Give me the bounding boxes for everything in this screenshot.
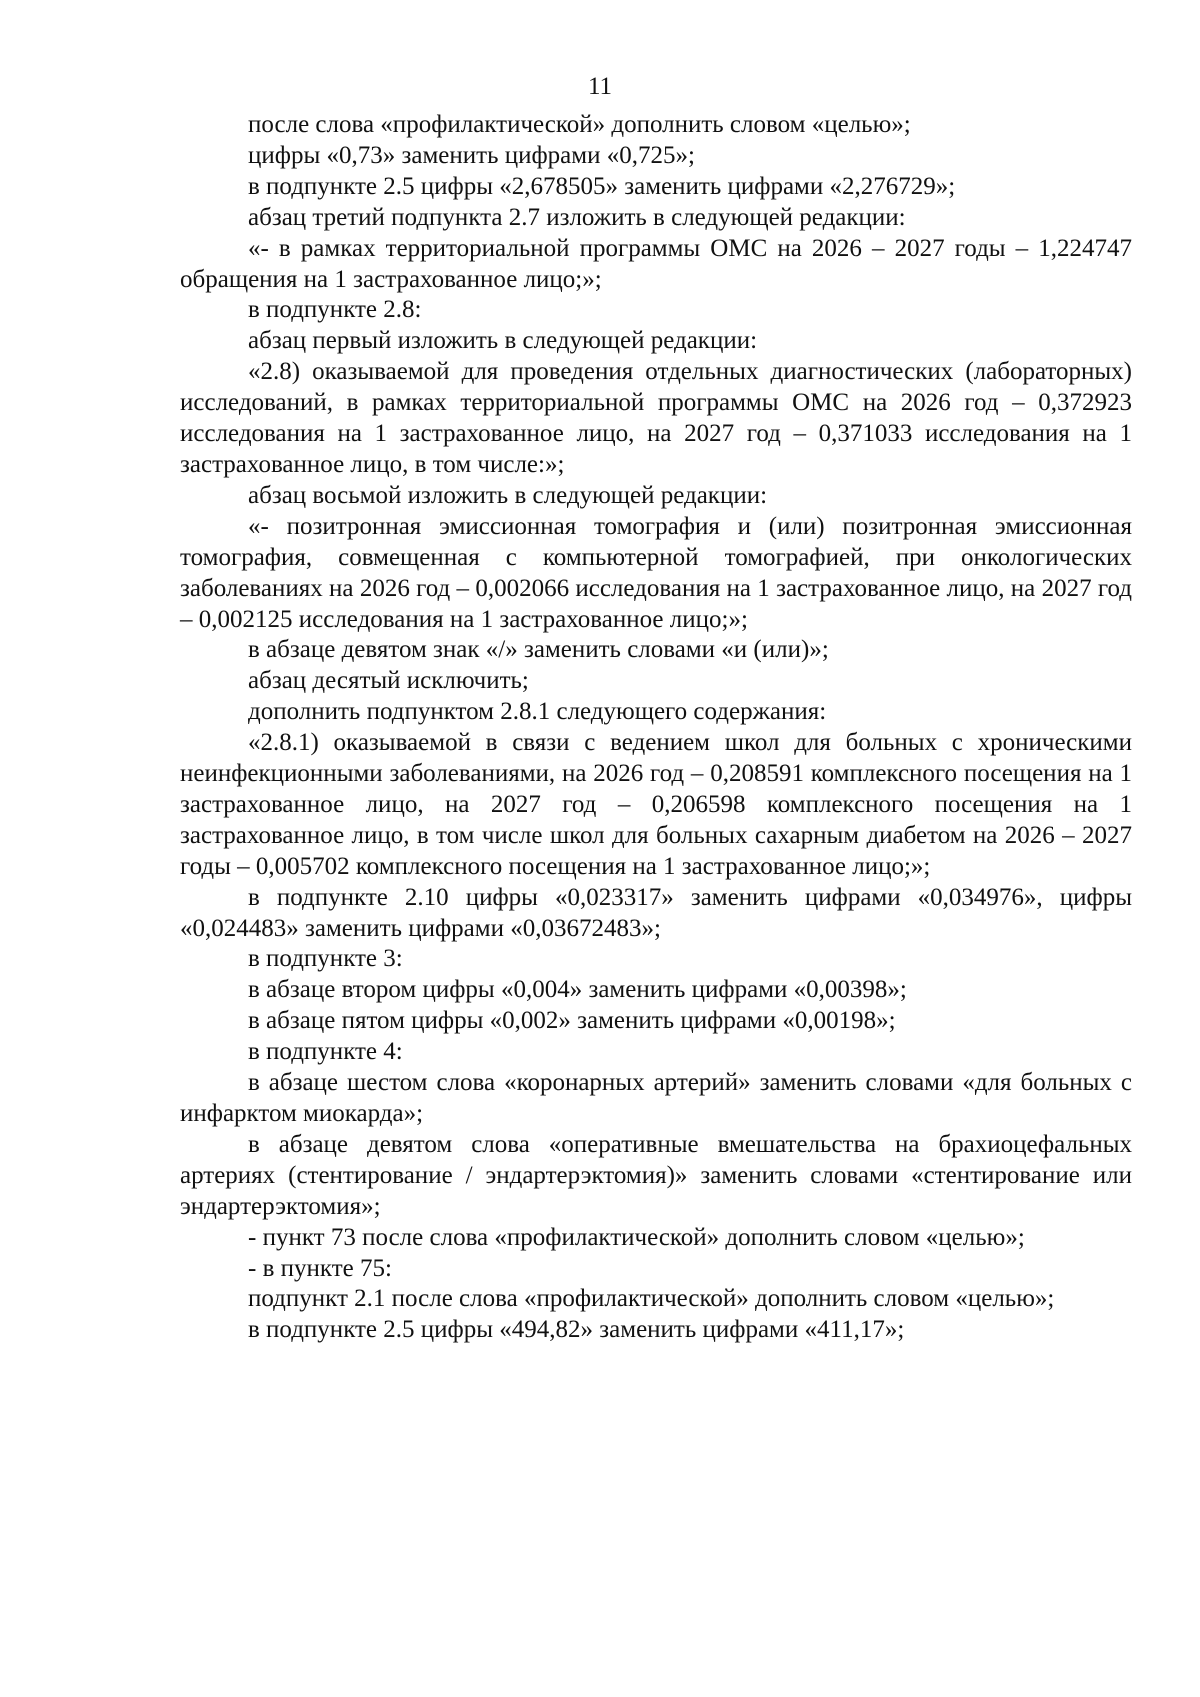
document-body — [180, 110, 1132, 1346]
paragraph: подпункт 2.1 после слова «профилактической» дополнить словом «целью»; — [248, 1285, 1055, 1313]
paragraph: в абзаце втором цифры «0,004» заменить цифрами «0,00398»; — [248, 976, 907, 1004]
paragraph: «- в рамках территориальной программы ОМС на 2026 – 2027 годы – 1,224747 обращения на 1 застрахованное лицо;»; — [180, 234, 1132, 293]
paragraph: абзац восьмой изложить в следующей редакции: — [248, 481, 768, 509]
paragraph: в подпункте 2.10 цифры «0,023317» заменить цифрами «0,034976», цифры «0,024483» заменить цифрами «0,03672483»; — [180, 883, 1132, 942]
paragraph: абзац десятый исключить; — [248, 667, 529, 695]
paragraph: в подпункте 3: — [248, 945, 403, 973]
paragraph: в подпункте 2.5 цифры «2,678505» заменить цифрами «2,276729»; — [248, 172, 956, 200]
paragraph: «2.8.1) оказываемой в связи с ведением школ для больных с хроническими неинфекционными заболеваниями, на 2026 год – 0,208591 комплексного посещения на 1 застрахованное лицо, на 2027 год – 0,206598 комплексного посещения на 1 застрахованное лицо, в том числе школ для больных сахарным диабетом на 2026 – 2027 годы – 0,005702 комплексного посещения на 1 застрахованное лицо;»; — [180, 729, 1132, 880]
paragraph: - пункт 73 после слова «профилактической» дополнить словом «целью»; — [248, 1223, 1025, 1251]
paragraph: абзац третий подпункта 2.7 изложить в следующей редакции: — [248, 203, 906, 231]
paragraph: абзац первый изложить в следующей редакции: — [248, 327, 758, 355]
paragraph: в подпункте 2.5 цифры «494,82» заменить цифрами «411,17»; — [248, 1316, 905, 1344]
paragraph: в абзаце пятом цифры «0,002» заменить цифрами «0,00198»; — [248, 1007, 896, 1035]
paragraph: в подпункте 4: — [248, 1038, 403, 1066]
paragraph: дополнить подпунктом 2.8.1 следующего содержания: — [248, 698, 827, 726]
paragraph: в абзаце девятом слова «оперативные вмешательства на брахиоцефальных артериях (стентирование / эндартерэктомия)» заменить словами «стентирование или эндартерэктомия»; — [180, 1130, 1132, 1220]
paragraph: «- позитронная эмиссионная томография и (или) позитронная эмиссионная томография, совмещенная с компьютерной томографией, при онкологических заболеваниях на 2026 год – 0,002066 исследования на 1 застрахованное лицо, на 2027 год – 0,002125 исследования на 1 застрахованное лицо;»; — [180, 512, 1132, 633]
paragraph: в абзаце девятом знак «/» заменить словами «и (или)»; — [248, 636, 829, 664]
page-number: 11 — [587, 73, 613, 100]
paragraph: в абзаце шестом слова «коронарных артерий» заменить словами «для больных с инфарктом миокарда»; — [180, 1069, 1132, 1127]
paragraph: в подпункте 2.8: — [248, 296, 422, 324]
paragraph: «2.8) оказываемой для проведения отдельных диагностических (лабораторных) исследований, в рамках территориальной программы ОМС на 2026 год – 0,372923 исследования на 1 застрахованное лицо, на 2027 год – 0,371033 исследования на 1 застрахованное лицо, в том числе:»; — [180, 358, 1132, 478]
paragraph: цифры «0,73» заменить цифрами «0,725»; — [248, 141, 695, 169]
paragraph: - в пункте 75: — [248, 1254, 392, 1282]
paragraph: после слова «профилактической» дополнить словом «целью»; — [248, 111, 911, 138]
